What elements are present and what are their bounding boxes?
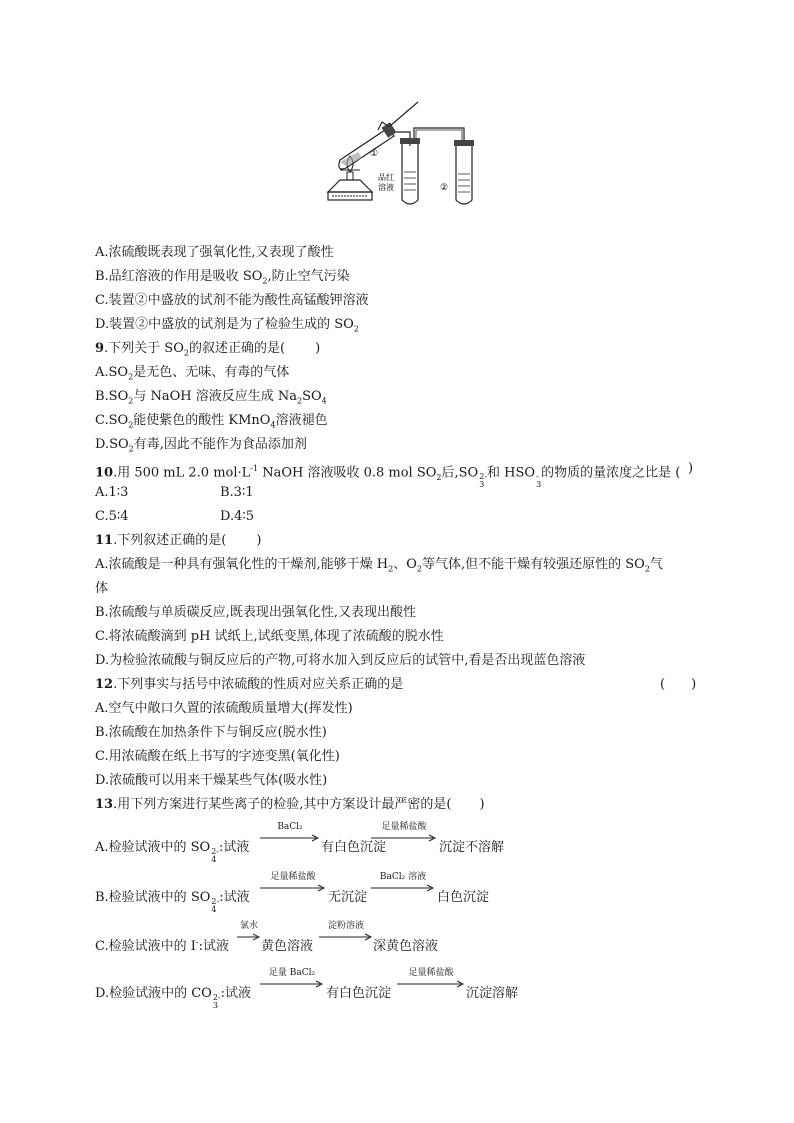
- q13-b-arrow-2: BaCl₂ 溶液: [371, 872, 435, 902]
- q8-option-a: A.浓硫酸既表现了强氧化性,又表现了酸性: [95, 245, 334, 260]
- figure-label-pinhong-2: 溶液: [378, 183, 394, 192]
- q13-option-c: C.检验试液中的 I-:试液 氯水 黄色溶液 淀粉溶液 深黄色溶液: [95, 921, 439, 954]
- q11-option-a-cont: 体: [95, 581, 109, 596]
- q11-option-d: D.为检验浓硫酸与铜反应后的产物,可将水加入到反应后的试管中,看是否出现蓝色溶液: [95, 653, 586, 668]
- figure-label-1: ①: [370, 149, 379, 159]
- q11-option-b: B.浓硫酸与单质碳反应,既表现出强氧化性,又表现出酸性: [95, 605, 416, 620]
- q13-a-arrow-1: BaCl₂: [260, 822, 320, 852]
- q13-option-b: B.检验试液中的 SO 2- 4 :试液 足量稀盐酸 无沉淀 BaCl₂ 溶液 白色沉淀: [95, 872, 490, 914]
- q11-stem: 11.下列叙述正确的是( ): [95, 533, 262, 548]
- q13-option-a: A.检验试液中的 SO 2- 4 :试液 BaCl₂ 有白色沉淀 足量稀盐酸 沉淀不溶解: [95, 822, 505, 864]
- q10-option-d: D.4∶5: [220, 509, 255, 524]
- q13-a-arrow-2: 足量稀盐酸: [371, 822, 437, 852]
- figure-label-2: ②: [440, 183, 449, 193]
- apparatus-figure: [318, 100, 478, 210]
- q12-option-d: D.浓硫酸可以用来干燥某些气体(吸水性): [95, 773, 328, 788]
- q9-option-b: $B.SO_2$与 NaOH 溶液反应生成 $Na_2SO_4$: [95, 389, 327, 406]
- q13-option-d: D.检验试液中的 CO 2- 3 :试液 足量 BaCl₂ 有白色沉淀 足量稀盐酸 沉淀溶解: [95, 968, 519, 1010]
- figure-label-pinhong-1: 品红: [378, 173, 394, 182]
- q10-stem: 10.用 500 mL 2.0 $mol\cdot L^{-1}$ NaOH 溶液吸收 0.8 mol $SO_2$后,SO 2- 3 和 HSO - 3 的物质的量浓度之比是 (: [95, 464, 681, 490]
- q13-d-arrow-2: 足量稀盐酸: [397, 968, 465, 998]
- q8-option-c: C.装置②中盛放的试剂不能为酸性高锰酸钾溶液: [95, 293, 369, 308]
- q9-option-d: $D.SO_2$有毒,因此不能作为食品添加剂: [95, 437, 307, 454]
- q9-option-a: $A.SO_2$是无色、无味、有毒的气体: [95, 365, 290, 382]
- q12-option-c: C.用浓硫酸在纸上书写的字迹变黑(氧化性): [95, 749, 340, 764]
- q13-b-arrow-1: 足量稀盐酸: [260, 872, 326, 902]
- q13-stem: 13.用下列方案进行某些离子的检验,其中方案设计最严密的是( ): [95, 797, 485, 812]
- q12-answer-paren: ( ): [660, 677, 697, 692]
- q13-c-arrow-2: 淀粉溶液: [319, 921, 373, 951]
- q10-option-b: B.3∶1: [220, 485, 254, 500]
- q8-option-d: D.装置②中盛放的试剂是为了检验生成的 $SO_2$: [95, 317, 359, 334]
- q12-option-a: A.空气中敞口久置的浓硫酸质量增大(挥发性): [95, 701, 353, 716]
- q10-option-a: A.1∶3: [95, 485, 129, 500]
- q12-option-b: B.浓硫酸在加热条件下与铜反应(脱水性): [95, 725, 327, 740]
- q9-option-c: $C.SO_2$能使紫色的酸性 KMnO$_4$溶液褪色: [95, 413, 328, 430]
- q10-option-c: C.5∶4: [95, 509, 129, 524]
- q8-option-b: B.品红溶液的作用是吸收 $SO_2$,防止空气污染: [95, 269, 350, 286]
- q11-option-c: C.将浓硫酸滴到 pH 试纸上,试纸变黑,体现了浓硫酸的脱水性: [95, 629, 444, 644]
- q13-c-arrow-1: 氯水: [237, 921, 261, 951]
- q12-stem: 12.下列事实与括号中浓硫酸的性质对应关系正确的是: [95, 677, 404, 692]
- q9-stem: 9.下列关于 $SO_2$的叙述正确的是( ): [95, 341, 321, 358]
- q10-paren-close: ): [688, 461, 694, 476]
- q13-d-arrow-1: 足量 BaCl₂: [260, 968, 324, 998]
- q11-option-a: A.浓硫酸是一种具有强氧化性的干燥剂,能够干燥 $H_2$、$O_2$等气体,但不能干燥有较强还原性的 $SO_2$气: [95, 557, 663, 574]
